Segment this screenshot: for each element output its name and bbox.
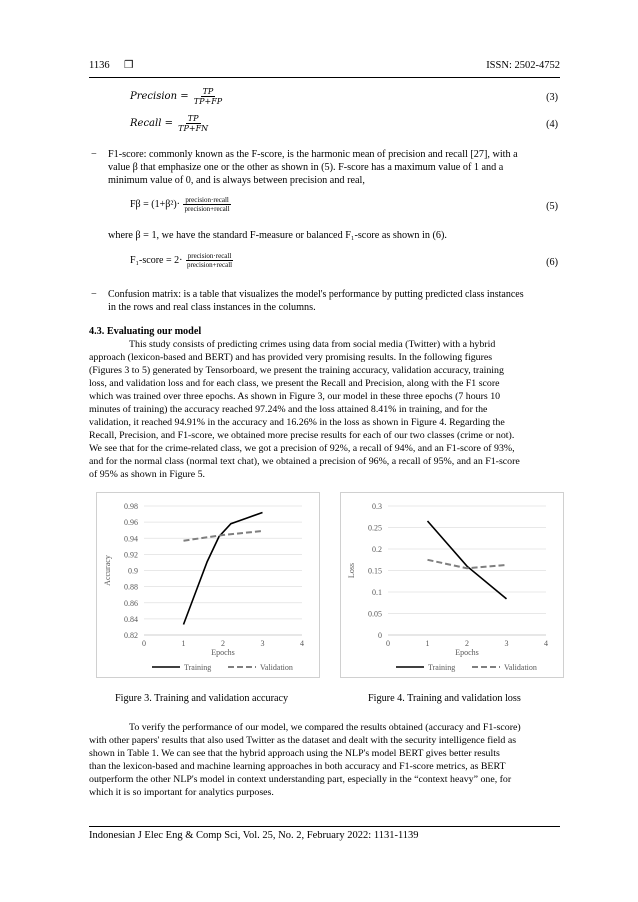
paragraph-1 [89, 338, 560, 481]
para-line: We see that for the crime-related class, we got a precision of 92%, a recall of 94%, and an F1-score of 93%, [89, 443, 515, 454]
eq-fraction: $\frac{\text{precision·recall}}{\text{precision+recall}}$ [186, 252, 233, 269]
para-line: than the lexicon-based and machine learning approaches in both accuracy and F1-score metrics, as BERT [89, 761, 506, 772]
y-tick-label: 0.05 [368, 609, 382, 619]
legend-label: Validation [504, 663, 537, 672]
eq-fraction: $\frac{TP}{TP+FN}$ [178, 114, 209, 133]
f1-text-line: minimum value of 0, and is always between precision and real, [108, 175, 365, 186]
legend-label: Validation [260, 663, 293, 672]
equation-recall [130, 114, 210, 133]
equation-fbeta [130, 196, 232, 213]
x-tick-label: 4 [544, 639, 548, 648]
y-tick-label: 0.84 [124, 614, 138, 624]
x-tick-label: 1 [425, 639, 430, 648]
eq-fraction: $\frac{\text{precision·recall}}{\text{precision+recall}}$ [184, 196, 230, 213]
para-line: validation, it reached 94.91% in the accuracy and 16.26% in the loss as shown in Figure 4. Regarding the [89, 417, 505, 428]
y-tick-label: 0.82 [124, 631, 138, 640]
y-axis-label: Loss [347, 562, 356, 579]
para-line: approach (lexicon-based and BERT) and has provided very promising results. In the following figures [89, 352, 493, 363]
legend-label: Training [428, 663, 456, 672]
section-heading: 4.3. Evaluating our model [89, 326, 202, 337]
header-rule [89, 77, 560, 78]
equation-number: (4) [546, 119, 558, 130]
y-tick-label: 0.96 [124, 518, 138, 528]
x-tick-label: 0 [386, 639, 390, 648]
bullet-dash: − [91, 149, 97, 160]
y-tick-label: 0.98 [124, 502, 138, 511]
x-tick-label: 2 [465, 639, 469, 648]
f1-text-line: value β that emphasize one or the other as shown in (5). F-score has a maximum value of 1 and a [108, 162, 504, 173]
x-tick-label: 1 [181, 639, 186, 648]
y-tick-label: 0.92 [124, 550, 138, 560]
equation-number: (5) [546, 201, 558, 212]
x-axis-label: Epochs [211, 648, 235, 657]
footer-rule [89, 826, 560, 827]
loss-chart [340, 492, 564, 678]
para-line: and for the normal class (normal text chat), we obtained a precision of 96%, a recall of 95%, and an F1-score [89, 456, 520, 467]
equation-f1 [130, 252, 234, 269]
accuracy-chart [96, 492, 320, 678]
eq-lhs: Fβ = (1+β²)· [130, 198, 181, 210]
footer-text: Indonesian J Elec Eng & Comp Sci, Vol. 25, No. 2, February 2022: 1131-1139 [89, 830, 419, 841]
f1-text-line: F1-score: commonly known as the F-score, is the harmonic mean of precision and recall [27], with a [108, 149, 518, 160]
eq-lhs: Recall = [130, 118, 173, 129]
box-icon: ❒ [124, 60, 134, 71]
issn: ISSN: 2502-4752 [486, 60, 560, 71]
para-line: minutes of training) the accuracy reached 97.24% and the loss attained 8.41% in training, and for the [89, 404, 488, 415]
eq-lhs: F₁-score = 2· [130, 254, 183, 266]
figure-3-caption: Figure 3. Training and validation accuracy [115, 693, 289, 704]
y-tick-label: 0.88 [124, 582, 138, 592]
chart-frame [341, 493, 564, 678]
figure-4-caption: Figure 4. Training and validation loss [368, 693, 521, 704]
y-tick-label: 0.94 [124, 534, 138, 544]
para-line: which it is so important for analytics purposes. [89, 787, 274, 798]
para-line: This study consists of predicting crimes using data from social media (Twitter) with a hybrid [129, 339, 496, 350]
bullet-dash: − [91, 289, 97, 300]
equation-number: (3) [546, 92, 558, 103]
legend-label: Training [184, 663, 212, 672]
x-tick-label: 2 [221, 639, 225, 648]
para-line: outperform the other NLP's model in context understanding part, especially in the “context heavy” one, for [89, 774, 512, 785]
y-tick-label: 0.86 [124, 598, 138, 608]
equation-precision [130, 87, 224, 106]
eq-fraction: $\frac{TP}{TP+FP}$ [193, 87, 223, 106]
y-tick-label: 0.1 [372, 588, 382, 597]
y-tick-label: 0.3 [372, 502, 382, 511]
x-tick-label: 4 [300, 639, 304, 648]
where-text: where β = 1, we have the standard F-measure or balanced F₁-score as shown in (6). [108, 230, 447, 241]
x-tick-label: 0 [142, 639, 146, 648]
y-tick-label: 0.25 [368, 523, 382, 533]
para-line: loss, and validation loss and for each class, we present the Recall and Precision, along with the F1 score [89, 378, 500, 389]
para-line: (Figures 3 to 5) generated by Tensorboard, we present the training accuracy, validation accuracy, training [89, 365, 504, 376]
y-tick-label: 0.2 [372, 545, 382, 554]
cm-text-line: in the rows and real class instances in the columns. [108, 302, 316, 313]
eq-lhs: Precision = [130, 91, 189, 102]
para-line: Recall, Precision, and F1-score, we obtained more precise results for each of our two classes (crime or not). [89, 430, 515, 441]
paragraph-2 [89, 721, 560, 799]
para-line: shown in Table 1. We can see that the hybrid approach using the NLP's model BERT gives better results [89, 748, 500, 759]
page-number: 1136 [89, 60, 110, 71]
y-tick-label: 0.15 [368, 566, 382, 576]
x-tick-label: 3 [260, 639, 265, 648]
para-line: To verify the performance of our model, we compared the results obtained (accuracy and F1-score) [129, 722, 521, 733]
y-axis-label: Accuracy [103, 555, 112, 586]
y-tick-label: 0 [378, 631, 382, 640]
para-line: which was trained over three epochs. As shown in Figure 3, our model in these three epochs (7 hours 10 [89, 391, 501, 402]
y-tick-label: 0.9 [128, 566, 138, 576]
x-tick-label: 3 [504, 639, 509, 648]
cm-text-line: Confusion matrix: is a table that visualizes the model's performance by putting predicted class instances [108, 289, 524, 300]
equation-number: (6) [546, 257, 558, 268]
x-axis-label: Epochs [455, 648, 479, 657]
para-line: with other papers' results that also used Twitter as the dataset and dealt with the security intelligence field as [89, 735, 517, 746]
para-line: of 95% as shown in Figure 5. [89, 469, 206, 480]
